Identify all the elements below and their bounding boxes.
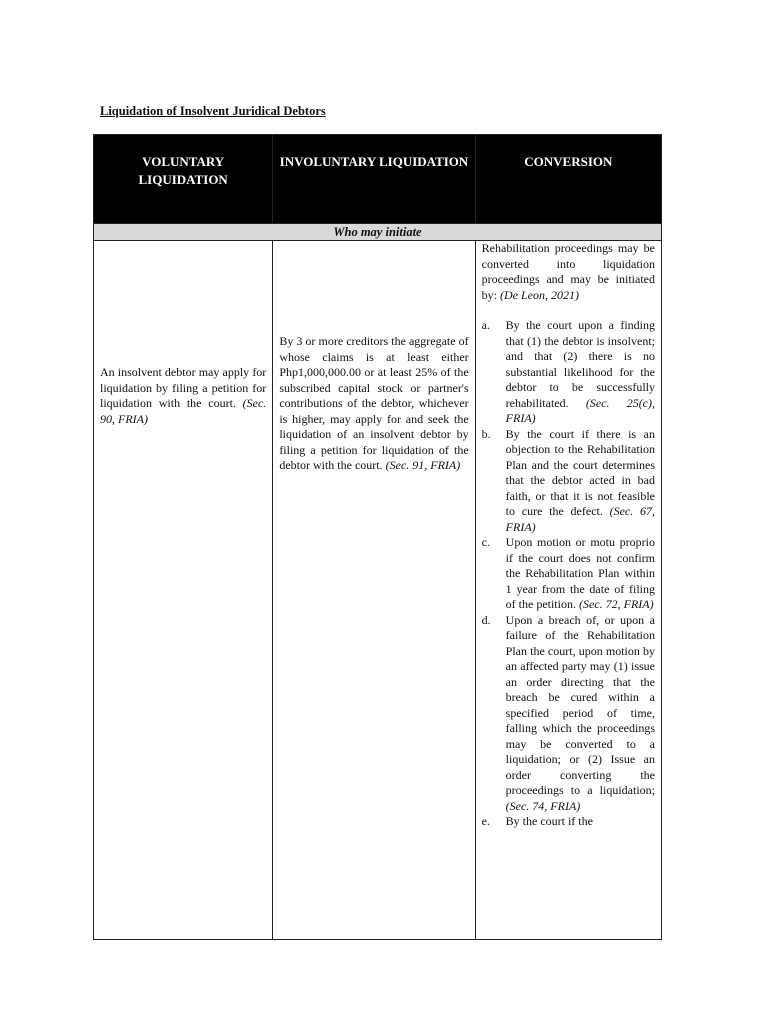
involuntary-citation: (Sec. 91, FRIA) [385,458,461,472]
conversion-intro-citation: (De Leon, 2021) [500,287,579,302]
list-item [482,318,655,427]
list-item-text: By the court if there is an objection to the Rehabilitation Plan and the court determines that the debtor acted in bad faith, or that it is not feasible to cure the defect. [505,426,655,518]
list-item [482,535,655,613]
list-item-citation: (Sec. 72, FRIA) [578,597,654,611]
list-item-text: Upon motion or motu proprio if the court does not confirm the Rehabilitation Plan within 1 year from the date of filing of the petition. [505,535,655,611]
section-row [94,224,662,241]
list-item-text: By the court upon a finding that (1) the debtor is insolvent; and that (2) there is no substantial likelihood for the debtor to be successfully rehabilitated. [505,318,655,410]
voluntary-citation: (Sec. 90, FRIA) [100,396,267,426]
conversion-intro [482,241,655,303]
list-item-citation: (Sec. 67, FRIA) [505,504,656,534]
liquidation-table [93,134,662,940]
conversion-intro-text: Rehabilitation proceedings may be converted into liquidation proceedings and may be initiated by: [481,241,655,302]
list-marker: e. [481,814,490,828]
involuntary-paragraph [279,334,468,474]
list-item-text: Upon a breach of, or upon a failure of the Rehabilitation Plan the court, upon motion by an affected party may (1) issue an order directing that the breach be cured within a specified period of time, falling which the proceedings may be converted to a liquidation; or (2) Issue an order converting the proceedings to a liquidation; [505,612,655,797]
involuntary-text: By 3 or more creditors the aggregate of whose claims is at least either Php1,000,000.00 or at least 25% of the subscribed capital stock or partner's contributions of the debtor, whichever is higher, may apply for and seek the liquidation of an insolvent debtor by filing a petition for liquidation of the debtor with the court. [279,334,469,472]
header-conversion: CONVERSION [475,135,661,224]
voluntary-text: An insolvent debtor may apply for liquidation by filing a petition for liquidation with the court. [100,365,267,410]
list-marker: c. [481,535,490,549]
voluntary-paragraph [100,365,266,427]
header-voluntary-liquidation: VOLUNTARY LIQUIDATION [94,135,273,224]
list-marker: b. [481,426,491,441]
table-row [94,241,662,940]
list-item-text: By the court if the [505,814,593,828]
conversion-list [482,318,655,830]
list-item-citation: (Sec. 25(c), FRIA) [505,395,656,425]
table-header-row [94,135,662,224]
list-item-citation: (Sec. 74, FRIA) [505,798,581,813]
list-item [482,427,655,536]
header-involuntary-liquidation: INVOLUNTARY LIQUIDATION [273,135,475,224]
cell-conversion [475,241,661,940]
cell-involuntary [273,241,475,940]
list-item [482,613,655,815]
document-title: Liquidation of Insolvent Juridical Debtors [100,104,326,118]
list-marker: a. [481,318,490,332]
cell-voluntary [94,241,273,940]
section-label-who-may-initiate: Who may initiate [94,224,662,241]
list-item [482,814,655,830]
list-marker: d. [481,612,491,627]
